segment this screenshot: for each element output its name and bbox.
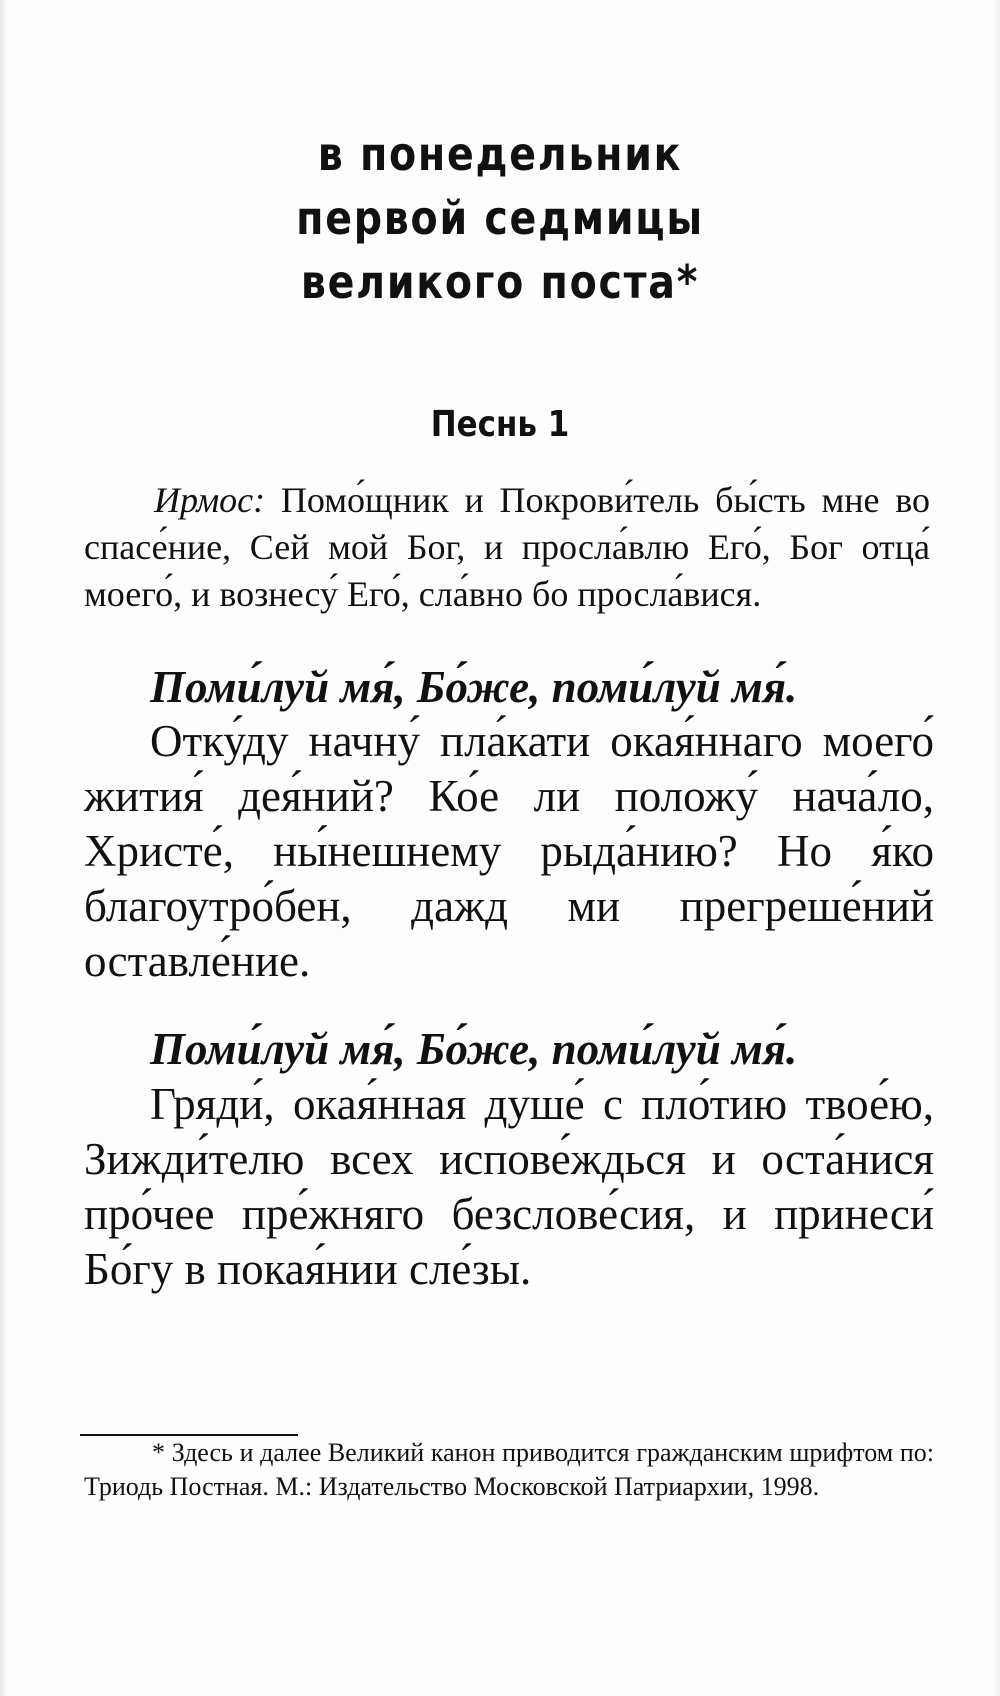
title-line-1: в понедельник bbox=[317, 127, 683, 181]
footnote: * Здесь и далее Великий канон приводится гражданским шрифтом по: Триодь Постная. М.: Издательство Московской Патриархии, 1998. bbox=[84, 1438, 934, 1501]
refrain-1: Поми́луй мя́, Бо́же, поми́луй мя́. bbox=[150, 662, 798, 712]
page-right-edge bbox=[992, 0, 1000, 1696]
irmos-text: Помо́щник и Покрови́тель бы́сть мне во спасе́ние, Сей мой Бог, и просла́влю Его́, Бог отца́ моего́, и вознесу́ Его́, сла́вно бо просла́вися. bbox=[84, 480, 930, 614]
verse-1: Отку́ду начну́ пла́кати окая́ннаго моего́ жития́ дея́ний? Ко́е ли положу́ нача́ло, Христе́, ны́нешнему рыда́нию? Но я́ко благоутро́бен, дажд ми прегреше́ний оставле́ние. bbox=[84, 716, 934, 986]
section-heading: Песнь 1 bbox=[430, 404, 570, 445]
verse-2: Гряди́, окая́нная душе́ с пло́тию твое́ю, Зижди́телю всех испове́ждься и оста́нися про́чее пре́жняго безслове́сия, и принеси́ Бо́гу в покая́нии сле́зы. bbox=[84, 1079, 934, 1294]
page-left-edge bbox=[0, 0, 8, 1696]
title-line-2: первой седмицы bbox=[296, 191, 704, 245]
irmos-label: Ирмос: bbox=[154, 480, 266, 520]
irmos-paragraph bbox=[84, 477, 930, 618]
page-title bbox=[70, 122, 930, 314]
title-line-3: великого поста* bbox=[300, 255, 700, 309]
refrain-2: Поми́луй мя́, Бо́же, поми́луй мя́. bbox=[150, 1024, 798, 1074]
